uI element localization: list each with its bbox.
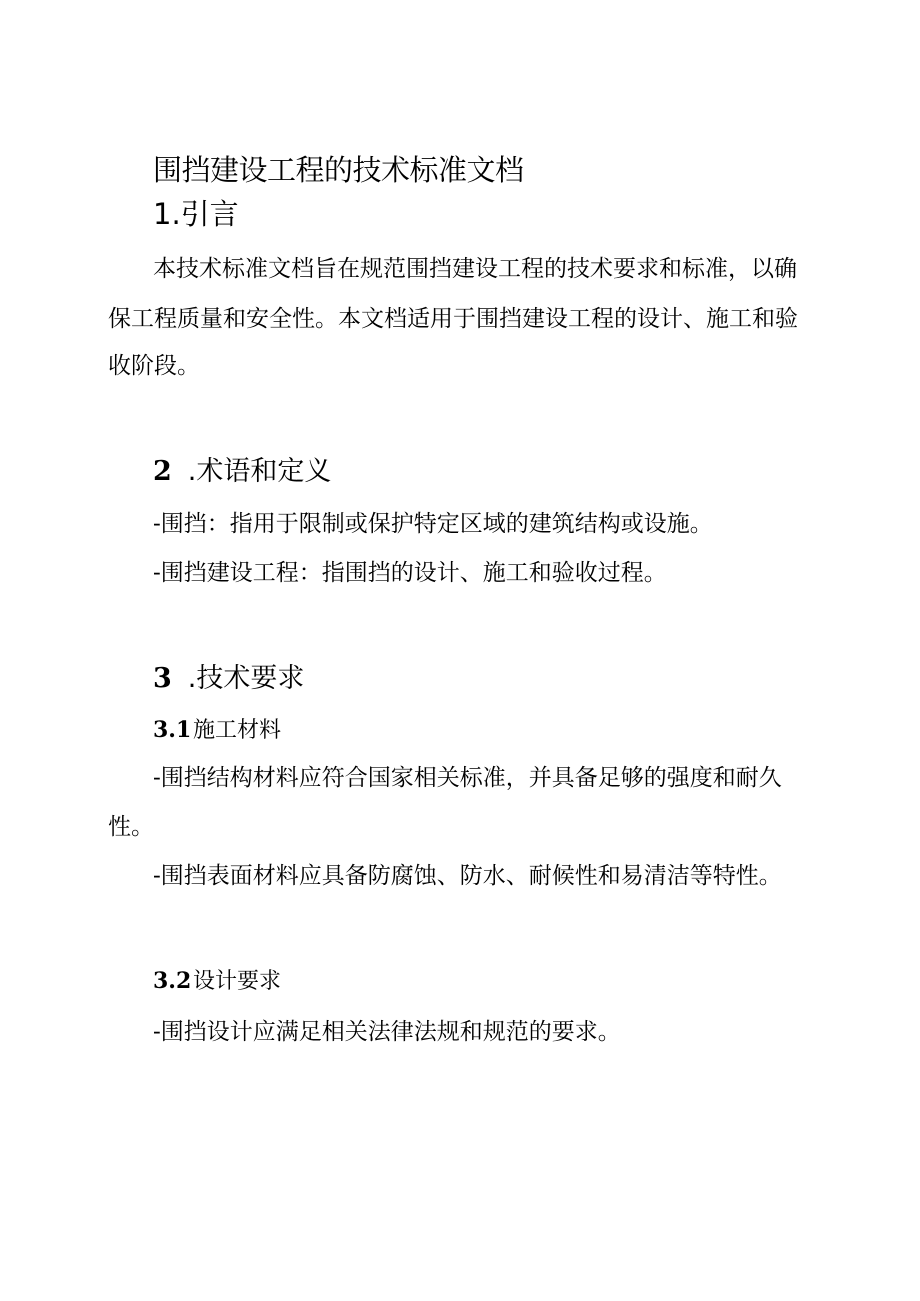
subsection-design-heading — [153, 970, 281, 993]
section-requirements-heading — [153, 665, 304, 692]
section-terms-title: .术语和定义 — [187, 456, 332, 487]
subsection-materials-title: 施工材料 — [193, 718, 282, 743]
materials-item-2: -围挡表面材料应具备防腐蚀、防水、耐候性和易清洁等特性。 — [153, 863, 782, 889]
intro-paragraph-line-2: 保工程质量和安全性。本文档适用于围挡建设工程的设计、施工和验 — [108, 306, 798, 332]
subsection-design-number: 3.2 — [153, 968, 192, 994]
terms-item-1: -围挡：指用于限制或保护特定区域的建筑结构或设施。 — [153, 511, 713, 537]
section-requirements-title: .技术要求 — [187, 663, 305, 694]
subsection-materials-number: 3.1 — [153, 717, 192, 743]
terms-item-2: -围挡建设工程：指围挡的设计、施工和验收过程。 — [153, 560, 667, 586]
intro-paragraph-line-1: 本技术标准文档旨在规范围挡建设工程的技术要求和标准，以确 — [153, 256, 797, 282]
subsection-design-title: 设计要求 — [193, 969, 282, 994]
materials-item-1-line-2: 性。 — [108, 814, 154, 840]
section-terms-number: 2 — [153, 456, 172, 487]
design-item-1: -围挡设计应满足相关法律法规和规范的要求。 — [153, 1019, 621, 1045]
subsection-materials-heading — [153, 719, 281, 742]
materials-item-1-line-1: -围挡结构材料应符合国家相关标准，并具备足够的强度和耐久 — [153, 765, 782, 791]
section-requirements-number: 3 — [153, 663, 172, 694]
intro-paragraph-line-3: 收阶段。 — [108, 353, 200, 379]
section-terms-heading — [153, 458, 331, 485]
section-intro-heading: 1.引言 — [153, 197, 239, 231]
document-title: 围挡建设工程的技术标准文档 — [153, 153, 524, 187]
